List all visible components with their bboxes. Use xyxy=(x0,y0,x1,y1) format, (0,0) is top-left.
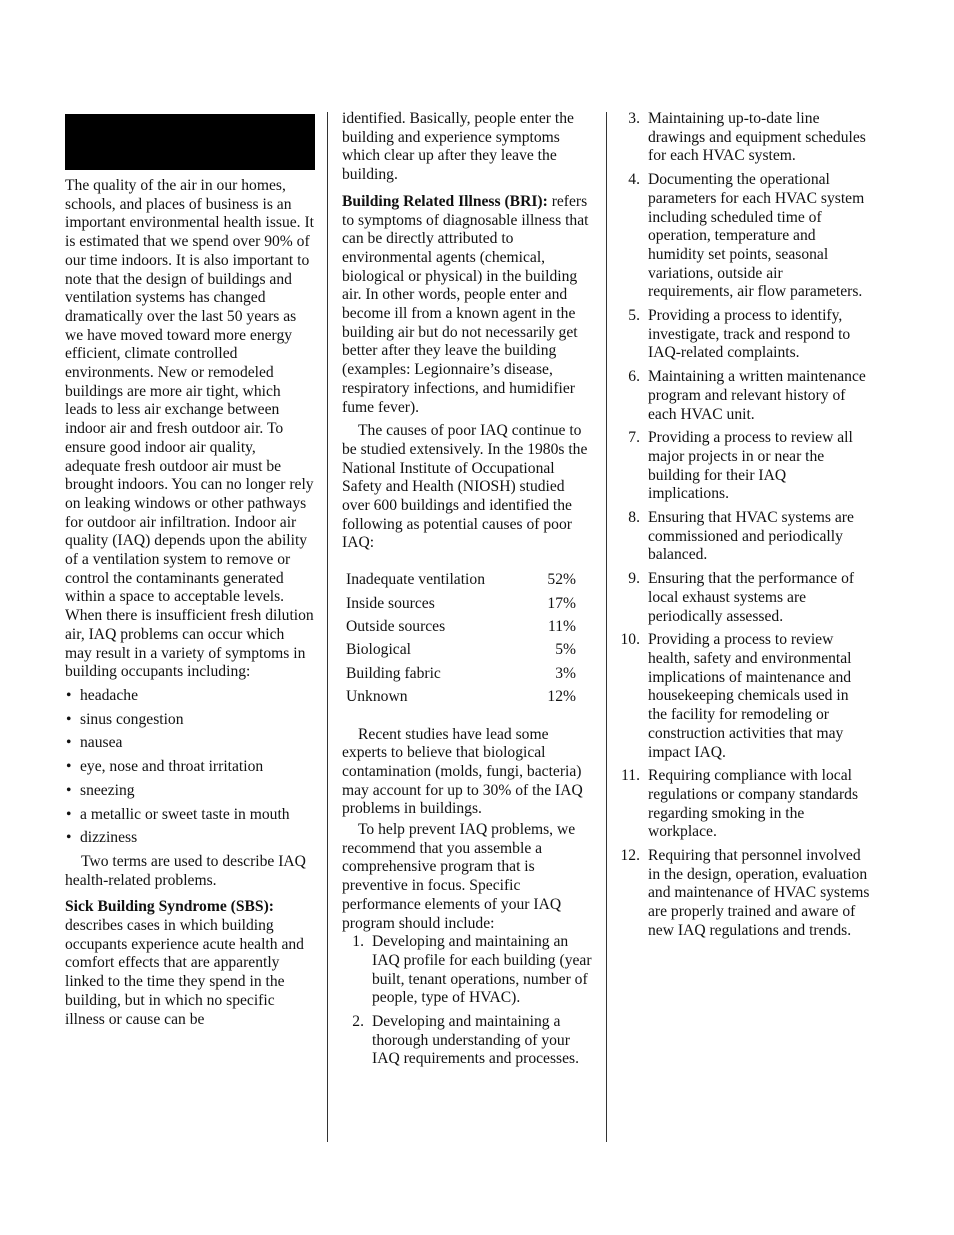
step-text: Documenting the operational parameters for each HVAC system including scheduled time of operation, temperature and humidity set points, seasonal variations, outside air requirements, air flow parameters. xyxy=(648,171,865,301)
list-item xyxy=(618,429,870,504)
list-item xyxy=(618,631,870,762)
step-text: Developing and maintaining an IAQ profile for each building (year built, tenant operations, number of people, type of HVAC). xyxy=(372,933,592,1007)
list-item: • sneezing xyxy=(66,781,135,799)
cause-label: Inside sources xyxy=(346,594,435,612)
cause-percent: 11% xyxy=(547,617,576,635)
list-item xyxy=(618,110,870,166)
cause-label: Outside sources xyxy=(346,617,446,635)
symptoms-list xyxy=(65,687,315,848)
cause-label: Building fabric xyxy=(346,664,441,682)
list-item: • headache xyxy=(66,686,138,704)
continued-paragraph: identified. Basically, people enter the building and experience symptoms which clear up after they leave the building. xyxy=(342,110,574,184)
column-2 xyxy=(342,110,592,1074)
list-item: • a metallic or sweet taste in mouth xyxy=(66,805,290,823)
sbs-term: Sick Building Syndrome (SBS): xyxy=(65,898,274,916)
table-row xyxy=(346,665,576,688)
list-item xyxy=(618,171,870,302)
table-row xyxy=(346,688,576,711)
terms-paragraph: Two terms are used to describe IAQ health-related problems. xyxy=(65,852,306,889)
recent-studies-paragraph: Recent studies have lead some experts to believe that biological contamination (molds, fungi, bacteria) may account for up to 30% of the IAQ problems in buildings. xyxy=(342,725,583,818)
step-number: 8. xyxy=(628,509,640,527)
list-item xyxy=(618,509,870,565)
step-number: 2. xyxy=(352,1013,364,1031)
step-text: Ensuring that the performance of local exhaust systems are periodically assessed. xyxy=(648,570,855,625)
cause-label: Unknown xyxy=(346,688,408,706)
step-text: Maintaining a written maintenance program and relevant history of each HVAC unit. xyxy=(648,368,866,423)
sbs-definition: describes cases in which building occupants experience acute health and comfort effects that are apparently linked to the time they spend in the building, but in which no specific illness or cause can be xyxy=(65,917,304,1028)
cause-percent: 52% xyxy=(547,571,576,589)
list-item: • dizziness xyxy=(66,829,138,847)
table-row xyxy=(346,571,576,594)
program-steps-list-continued xyxy=(618,110,870,941)
step-number: 7. xyxy=(628,429,640,447)
causes-table xyxy=(346,571,576,711)
table-row xyxy=(346,641,576,664)
program-steps-list xyxy=(342,933,592,1069)
list-item xyxy=(618,307,870,363)
step-text: Providing a process to review health, safety and environmental implications of maintenance and housekeeping chemicals used in the facility for remodeling or construction activities that may impact IAQ. xyxy=(648,631,852,761)
causes-paragraph: The causes of poor IAQ continue to be studied extensively. In the 1980s the National Institute of Occupational Safety and Health (NIOSH) studied over 600 buildings and identified the following as potential causes of poor IAQ: xyxy=(342,422,588,552)
list-item xyxy=(618,570,870,626)
step-text: Maintaining up-to-date line drawings and equipment schedules for each HVAC system. xyxy=(648,110,866,165)
bullet: • xyxy=(66,710,72,728)
column-1 xyxy=(65,110,315,1034)
list-item: • eye, nose and throat irritation xyxy=(66,758,264,776)
step-number: 1. xyxy=(352,933,364,951)
bri-definition: refers to symptoms of diagnosable illness that can be directly attributed to environmental agents (chemical, biological or physical) in the building air. In other words, people enter and become ill from a known agent in the building air but do not necessarily get better after they leave the building (examples: Legionnaire’s disease, respiratory infections, and humidifier fume fever). xyxy=(342,192,589,416)
list-item xyxy=(618,767,870,842)
bullet: • xyxy=(66,781,72,799)
step-text: Ensuring that HVAC systems are commissioned and periodically balanced. xyxy=(648,509,854,564)
list-item xyxy=(342,933,592,1008)
step-text: Requiring compliance with local regulations or company standards regarding smoking in the workplace. xyxy=(648,767,859,841)
intro-paragraph: The quality of the air in our homes, schools, and places of business is an important environmental health issue. It is estimated that we spend over 90% of our time indoors. It is also important to note that the design of buildings and ventilation systems has changed dramatically over the last 50 years as we have moved toward more energy efficient, climate controlled environments. New or remodeled buildings are more air tight, which leads to less air exchange between indoor air and fresh outdoor air. To ensure good indoor air quality, adequate fresh outdoor air must be brought indoors. You can no longer rely on leaking windows or other pathways for outdoor air infiltration. Indoor air quality (IAQ) depends upon the ability of a ventilation system to remove or control the contaminants generated within a space to acceptable levels. When there is insufficient fresh dilution air, IAQ problems can occur which may result in a variety of symptoms in building occupants including: xyxy=(65,177,315,681)
list-item xyxy=(618,368,870,424)
column-divider xyxy=(327,112,328,1142)
step-number: 11. xyxy=(621,767,640,785)
list-item: • nausea xyxy=(66,734,123,752)
step-number: 3. xyxy=(628,110,640,127)
prevent-paragraph: To help prevent IAQ problems, we recommend that you assemble a comprehensive program that is preventive in focus. Specific performance elements of your IAQ program should include: xyxy=(342,821,576,932)
bullet: • xyxy=(66,758,72,776)
column-3 xyxy=(618,110,870,946)
step-text: Providing a process to review all major projects in or near the building for their IAQ implications. xyxy=(648,429,853,503)
cause-percent: 3% xyxy=(555,664,576,682)
bullet: • xyxy=(66,805,72,823)
step-number: 5. xyxy=(628,307,640,325)
step-text: Providing a process to identify, investigate, track and respond to IAQ-related complaints. xyxy=(648,307,851,362)
step-number: 10. xyxy=(620,631,640,649)
cause-label: Inadequate ventilation xyxy=(346,571,485,589)
cause-percent: 12% xyxy=(547,688,576,706)
bullet: • xyxy=(66,829,72,847)
bri-paragraph xyxy=(342,193,592,417)
step-text: Requiring that personnel involved in the design, operation, evaluation and maintenance of HVAC systems are properly trained and aware of new IAQ regulations and trends. xyxy=(648,847,870,939)
bullet: • xyxy=(66,686,72,704)
step-number: 4. xyxy=(628,171,640,189)
table-row xyxy=(346,618,576,641)
list-item xyxy=(618,847,870,941)
list-item xyxy=(342,1013,592,1069)
cause-label: Biological xyxy=(346,641,411,659)
bullet: • xyxy=(66,734,72,752)
step-number: 12. xyxy=(620,847,640,865)
step-number: 6. xyxy=(628,368,640,386)
sbs-paragraph xyxy=(65,898,315,1029)
step-number: 9. xyxy=(628,570,640,588)
step-text: Developing and maintaining a thorough understanding of your IAQ requirements and processes. xyxy=(372,1013,579,1068)
cause-percent: 17% xyxy=(547,594,576,612)
cause-percent: 5% xyxy=(555,641,576,659)
column-divider xyxy=(606,112,607,1142)
list-item: • sinus congestion xyxy=(66,710,184,728)
table-row xyxy=(346,595,576,618)
bri-term: Building Related Illness (BRI): xyxy=(342,192,548,210)
